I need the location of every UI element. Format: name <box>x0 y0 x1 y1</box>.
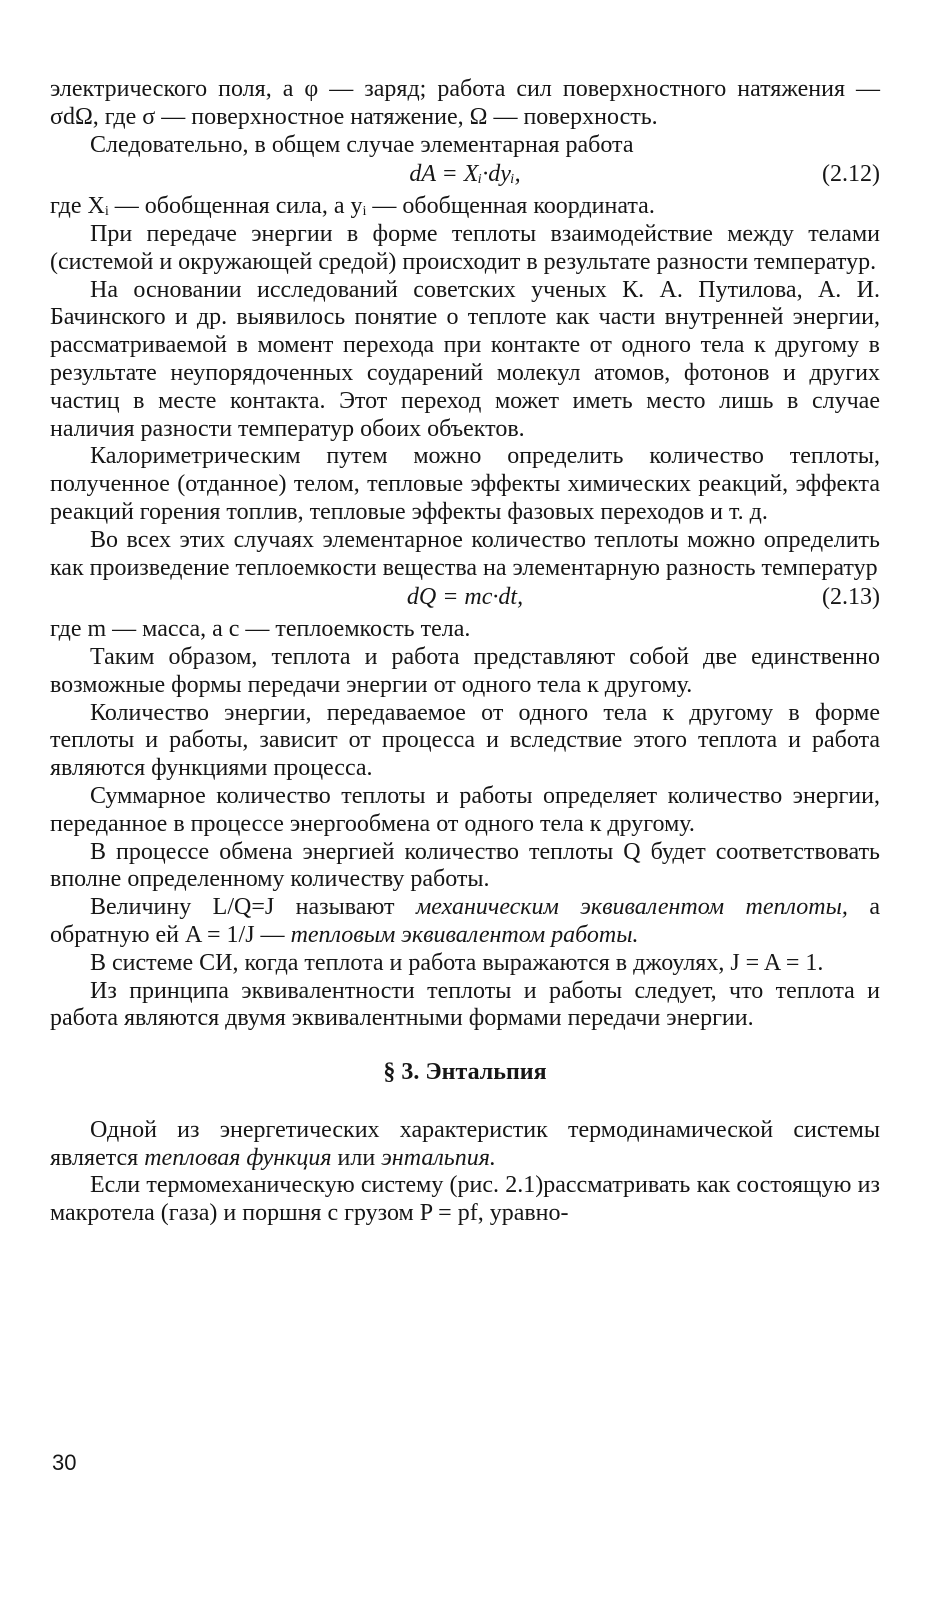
section-heading: § 3. Энтальпия <box>383 1059 547 1086</box>
equation-number: (2.13) <box>822 584 880 611</box>
page-body <box>50 76 880 1228</box>
paragraph: Суммарное количество теплоты и работы определяет количество энергии, переданное в процессе энергообмена от одного тела к другому. <box>50 782 880 837</box>
paragraph: Количество энергии, передаваемое от одного тела к другому в форме теплоты и работы, зависит от процесса и вследствие этого теплота и работа являются функциями процесса. <box>50 699 880 782</box>
paragraph: Из принципа эквивалентности теплоты и работы следует, что теплота и работа являются двумя эквивалентными формами передачи энергии. <box>50 977 880 1032</box>
equation-formula: dA = Xᵢ·dyᵢ, <box>409 161 521 188</box>
paragraph: В процессе обмена энергией количество теплоты Q будет соответствовать вполне определенному количеству работы. <box>50 838 880 893</box>
text-run: или <box>331 1144 382 1171</box>
paragraph: Калориметрическим путем можно определить количество теплоты, полученное (отданное) телом, тепловые эффекты химических реакций, эффекта реакций горения топлив, тепловые эффекты фазовых переходов и т. д. <box>50 443 880 525</box>
italic-term: энтальпия. <box>381 1144 496 1171</box>
italic-term: тепловым эквивалентом работы. <box>290 921 639 948</box>
paragraph: Если термомеханическую систему (рис. 2.1)рассматривать как состоящую из макротела (газа) и поршня с грузом P = pf, уравно- <box>50 1172 880 1227</box>
paragraph <box>50 1117 880 1173</box>
paragraph: На основании исследований советских ученых К. А. Путилова, А. И. Бачинского и др. выявилось понятие о теплоте как части внутренней энергии, рассматриваемой в момент перехода при контакте от одного тела к другому в результате неупорядоченных соударений молекул атомов, фотонов и других частиц в месте контакта. Этот переход может иметь место лишь в случае наличия разности температур обоих объектов. <box>50 276 880 442</box>
equation-formula: dQ = mc·dt, <box>406 584 524 611</box>
paragraph: В системе СИ, когда теплота и работа выражаются в джоулях, J = A = 1. <box>90 949 824 976</box>
paragraph: Следовательно, в общем случае элементарная работа <box>90 131 634 158</box>
italic-term: механическим эквивалентом теплоты, <box>415 894 848 921</box>
paragraph: где m — масса, а c — теплоемкость тела. <box>50 616 471 643</box>
equation-2-12 <box>50 161 880 189</box>
paragraph: Во всех этих случаях элементарное количество теплоты можно определить как произведение теплоемкости вещества на элементарную разность температур <box>50 526 880 581</box>
page-number: 30 <box>52 1450 77 1475</box>
paragraph: Таким образом, теплота и работа представляют собой две единственно возможные формы передачи энергии от одного тела к другому. <box>50 643 880 698</box>
text-run: Одной из энергетических характеристик термодинамической системы является <box>50 1116 880 1171</box>
equation-number: (2.12) <box>822 161 880 188</box>
text-run: а обратную ей A = 1/J — <box>50 894 880 948</box>
paragraph <box>50 894 880 950</box>
text-run: Величину L/Q=J называют <box>90 894 416 921</box>
paragraph: При передаче энергии в форме теплоты взаимодействие между телами (системой и окружающей средой) происходит в результате разности температур. <box>50 220 880 275</box>
equation-2-13 <box>50 584 880 612</box>
italic-term: тепловая функция <box>144 1144 332 1171</box>
paragraph: где Xᵢ — обобщенная сила, а yᵢ — обобщенная координата. <box>50 193 655 220</box>
paragraph: электрического поля, а φ — заряд; работа сил поверхностного натяжения — σdΩ, где σ — поверхностное натяжение, Ω — поверхность. <box>50 76 880 130</box>
